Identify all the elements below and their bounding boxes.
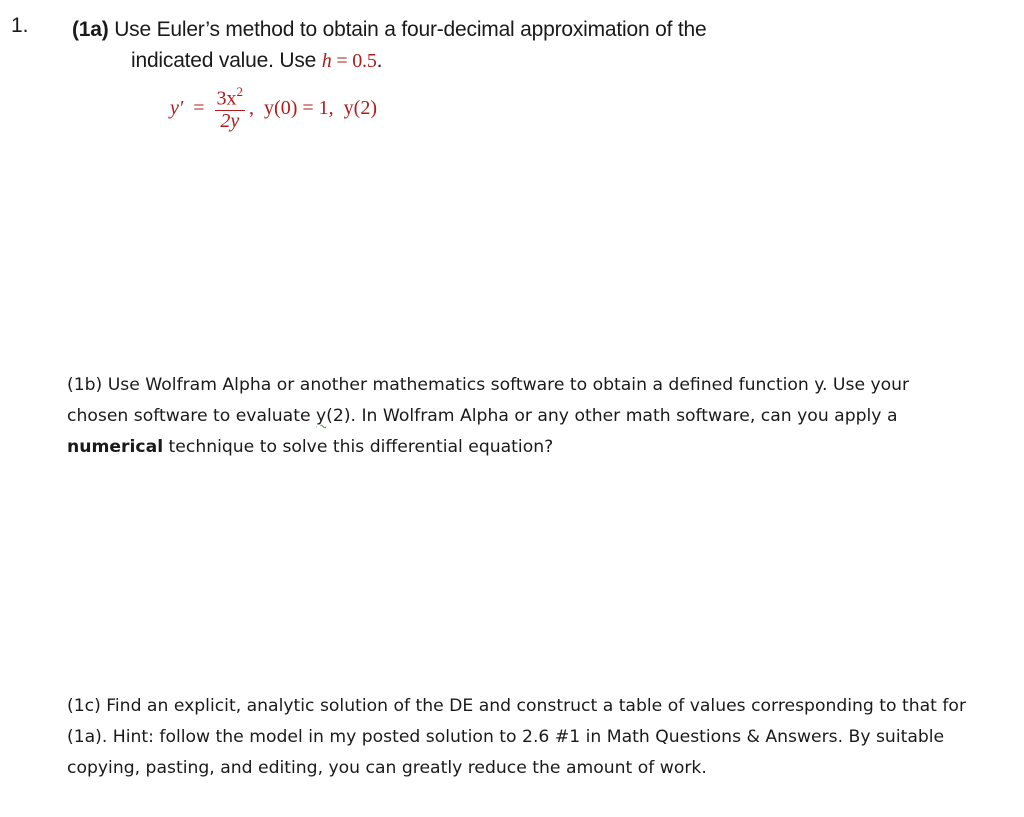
- part-a-label: (1a): [72, 18, 109, 41]
- target-value: y(2): [343, 96, 377, 119]
- numerator-exponent: 2: [236, 84, 244, 100]
- part-b-bold-word: numerical: [67, 437, 164, 457]
- differential-equation: [170, 82, 377, 134]
- step-size-variable: h: [321, 50, 332, 72]
- part-b-prompt: [67, 370, 967, 463]
- step-size-equals: =: [331, 50, 353, 72]
- initial-condition: y(0) = 1,: [264, 96, 334, 119]
- part-a-line-2: [72, 45, 872, 77]
- part-b-text-1: (1b) Use Wolfram Alpha or another mathematics software to obtain a defined function y. Use your chosen software to evaluate: [67, 375, 910, 426]
- numerator-term: 3x: [216, 87, 237, 110]
- part-a-line-1: [72, 14, 872, 45]
- fraction-numerator: [215, 83, 246, 111]
- question-number: 1.: [11, 14, 29, 37]
- step-size-period: .: [376, 49, 383, 72]
- part-a-prompt: [72, 14, 872, 77]
- part-a-text-line-1: Use Euler’s method to obtain a four-decimal approximation of the: [114, 18, 707, 41]
- equation-lhs: y′: [170, 96, 184, 119]
- equation-fraction: [215, 83, 246, 131]
- fraction-denominator: 2y: [220, 109, 240, 132]
- equation-equals: =: [193, 96, 205, 119]
- part-c-prompt: (1c) Find an explicit, analytic solution of the DE and construct a table of values corresponding to that for (1a). Hint: follow the model in my posted solution to 2.6 #1 in Math Questions & Answers. By suitable copying, pasting, and editing, you can greatly reduce the amount of work.: [67, 696, 967, 778]
- step-size-value: 0.5: [352, 50, 377, 72]
- part-b-text-3: technique to solve this differential equation?: [163, 437, 554, 457]
- equation-comma: ,: [249, 96, 255, 119]
- spellcheck-flagged-word: y: [316, 406, 327, 426]
- part-b-text-2: (2). In Wolfram Alpha or any other math software, can you apply a: [326, 406, 898, 426]
- part-a-text-line-2: indicated value. Use: [131, 49, 322, 72]
- step-size-expression: [322, 50, 377, 72]
